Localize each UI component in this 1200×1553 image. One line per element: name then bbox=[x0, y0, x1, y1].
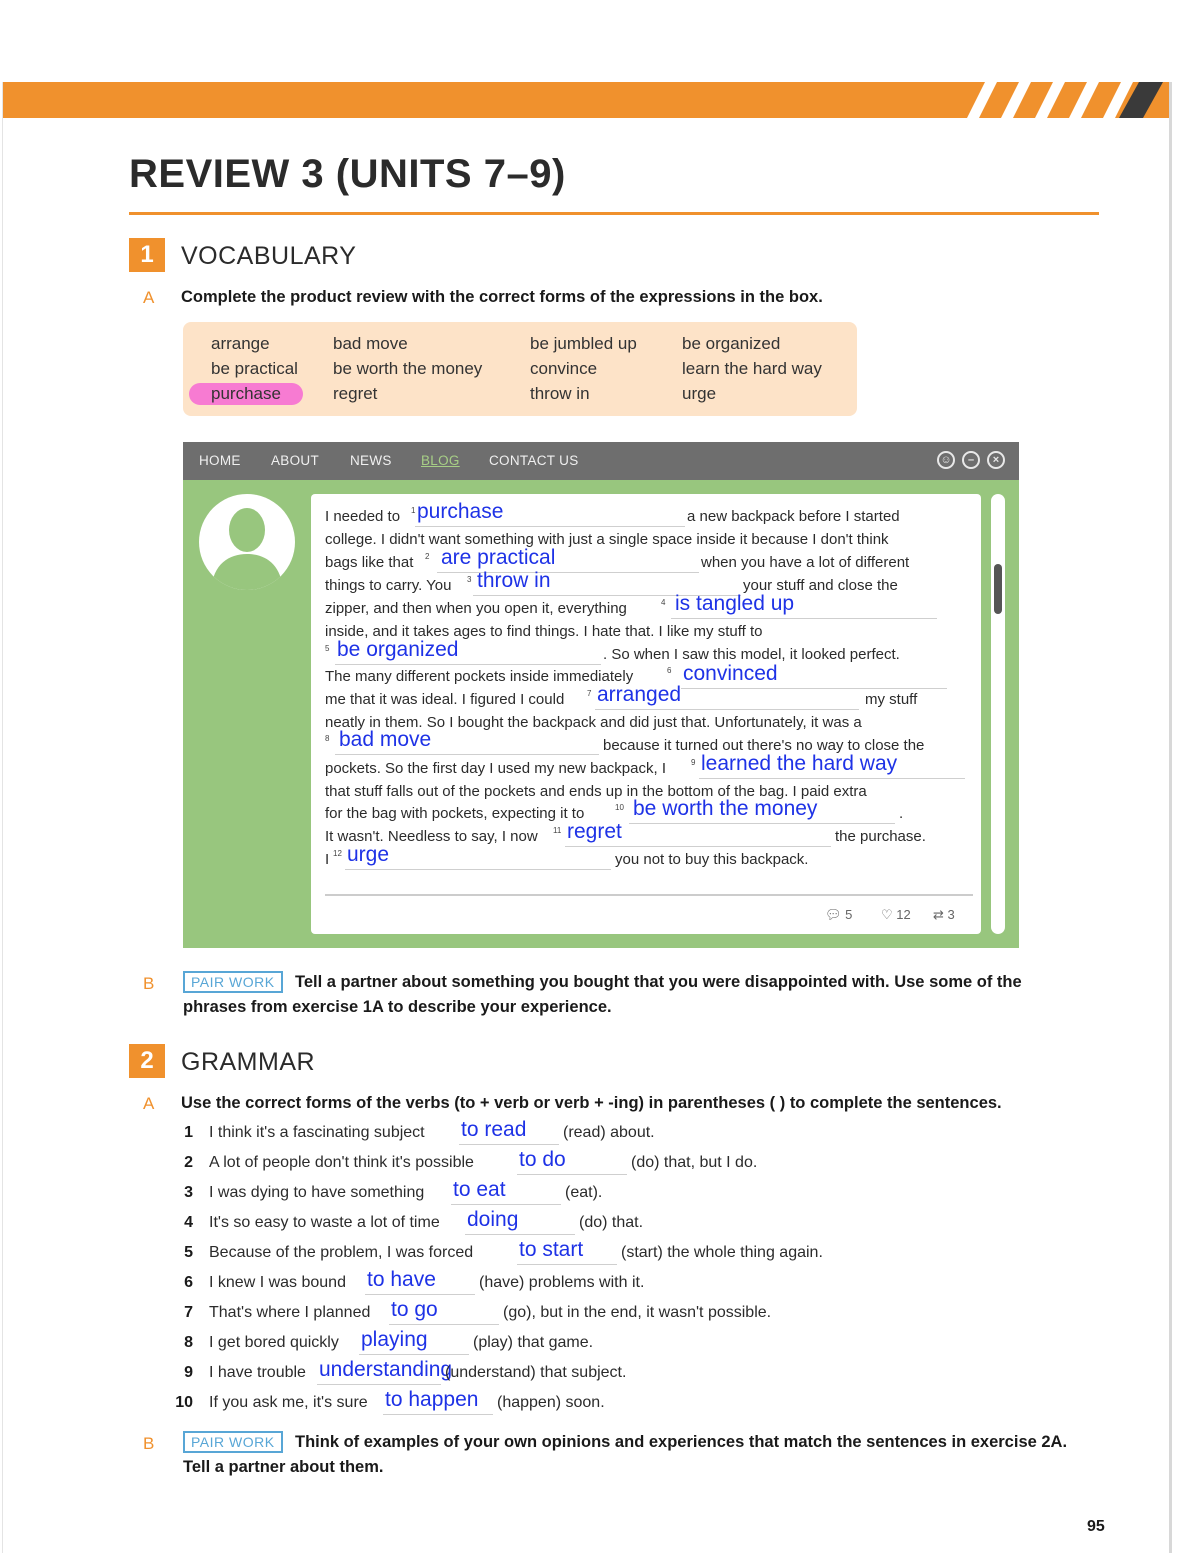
blog-mockup bbox=[183, 442, 1019, 948]
exercise-text-1b-line1: Tell a partner about something you bought that you were disappointed with. Use some of the bbox=[295, 973, 1022, 991]
word-box-item: convince bbox=[530, 359, 598, 378]
blog-scrollbar[interactable] bbox=[991, 494, 1005, 934]
sentence-text: (understand) that subject. bbox=[445, 1364, 627, 1381]
sentence-number: 7 bbox=[184, 1304, 193, 1321]
post-text: a new backpack before I started bbox=[687, 508, 900, 525]
sentence-number: 4 bbox=[184, 1214, 193, 1231]
superscript: 1 bbox=[411, 506, 416, 515]
post-text: the purchase. bbox=[835, 828, 926, 845]
post-text: I needed to bbox=[325, 508, 401, 525]
exercise-instruction-1a: Complete the product review with the correct forms of the expressions in the box. bbox=[181, 288, 823, 306]
post-text: zipper, and then when you open it, everything bbox=[325, 600, 627, 617]
superscript: 7 bbox=[587, 689, 592, 698]
sentence-answer[interactable]: to go bbox=[391, 1298, 438, 1321]
post-text: when you have a lot of different bbox=[701, 554, 910, 571]
answer-6[interactable]: convinced bbox=[683, 662, 778, 685]
page-title: REVIEW 3 (UNITS 7–9) bbox=[129, 152, 566, 196]
answer-1[interactable]: purchase bbox=[417, 500, 504, 523]
repost-icon: ⇄ bbox=[933, 907, 944, 922]
sentence-answer[interactable]: playing bbox=[361, 1328, 428, 1351]
sentence-text: I think it's a fascinating subject bbox=[209, 1124, 425, 1141]
textbook-page bbox=[2, 82, 1172, 1553]
sentence-number: 2 bbox=[184, 1154, 193, 1171]
post-text: . bbox=[899, 805, 904, 822]
answer-10[interactable]: be worth the money bbox=[633, 797, 818, 820]
word-box-item: be jumbled up bbox=[530, 334, 637, 353]
answer-5[interactable]: be organized bbox=[337, 638, 459, 661]
post-text: that stuff falls out of the pockets and ends up in the bottom of the bag. I paid extra bbox=[325, 783, 867, 800]
section-heading-vocabulary: VOCABULARY bbox=[181, 242, 357, 270]
sentence-number: 1 bbox=[184, 1124, 193, 1141]
word-box-item: regret bbox=[333, 384, 378, 403]
post-text: bags like that bbox=[325, 554, 414, 571]
sentence-text: It's so easy to waste a lot of time bbox=[209, 1214, 440, 1231]
header-bar bbox=[3, 82, 1169, 118]
sentence-text: (do) that, but I do. bbox=[631, 1154, 758, 1171]
sentence-answer[interactable]: to read bbox=[461, 1118, 527, 1141]
comment-count[interactable]: 💬︎ 5 bbox=[825, 907, 853, 922]
sentence-text: (happen) soon. bbox=[497, 1394, 605, 1411]
sentence-text: Because of the problem, I was forced bbox=[209, 1244, 474, 1261]
answer-9[interactable]: learned the hard way bbox=[701, 752, 898, 775]
exercise-letter-1a: A bbox=[143, 288, 155, 307]
answer-4[interactable]: is tangled up bbox=[675, 592, 795, 615]
word-box-item: urge bbox=[682, 384, 717, 403]
sentence-answer[interactable]: understanding bbox=[319, 1358, 453, 1381]
sentence-number: 10 bbox=[175, 1394, 193, 1411]
superscript: 12 bbox=[333, 849, 342, 858]
page-number: 95 bbox=[1087, 1518, 1105, 1535]
sentence-text: A lot of people don't think it's possible bbox=[209, 1154, 474, 1171]
sentence-number: 6 bbox=[184, 1274, 193, 1291]
post-text: things to carry. You bbox=[325, 577, 452, 594]
title-divider bbox=[129, 212, 1099, 215]
header-stripes bbox=[949, 82, 1169, 118]
answer-8[interactable]: bad move bbox=[339, 728, 432, 751]
answer-7[interactable]: arranged bbox=[597, 683, 682, 706]
sentence-number: 3 bbox=[184, 1184, 193, 1201]
section-heading-grammar: GRAMMAR bbox=[181, 1048, 316, 1076]
heart-icon: ♡ bbox=[881, 907, 893, 922]
answer-12[interactable]: urge bbox=[347, 843, 390, 866]
sentence-text: (have) problems with it. bbox=[479, 1274, 645, 1291]
post-text: your stuff and close the bbox=[743, 577, 898, 594]
superscript: 4 bbox=[661, 598, 666, 607]
exercise-letter-2b: B bbox=[143, 1434, 155, 1453]
comment-icon: 💬︎ bbox=[825, 907, 842, 922]
superscript: 8 bbox=[325, 734, 330, 743]
scrollbar-thumb[interactable] bbox=[994, 564, 1002, 614]
word-box-item: bad move bbox=[333, 334, 408, 353]
nav-home[interactable]: HOME bbox=[199, 453, 241, 468]
sentence-number: 9 bbox=[184, 1364, 193, 1381]
sentence-text: I get bored quickly bbox=[209, 1334, 339, 1351]
post-text: me that it was ideal. I figured I could bbox=[325, 691, 565, 708]
exercise-text-1b-line2: phrases from exercise 1A to describe your experience. bbox=[183, 998, 612, 1016]
sentence-text: I was dying to have something bbox=[209, 1184, 425, 1201]
superscript: 11 bbox=[553, 826, 562, 835]
word-box-item: throw in bbox=[530, 384, 590, 403]
word-box-item: learn the hard way bbox=[682, 359, 822, 378]
like-count[interactable]: ♡ 12 bbox=[881, 907, 911, 922]
sentence-text: That's where I planned bbox=[209, 1304, 371, 1321]
exercise-text-2b-line2: Tell a partner about them. bbox=[183, 1458, 384, 1476]
close-icon[interactable]: × bbox=[987, 451, 1005, 469]
pair-work-label: PAIR WORK bbox=[183, 1431, 283, 1453]
word-box-item: be organized bbox=[682, 334, 781, 353]
sentence-text: I have trouble bbox=[209, 1364, 306, 1381]
superscript: 10 bbox=[615, 803, 624, 812]
sentence-text: (play) that game. bbox=[473, 1334, 594, 1351]
post-text: for the bag with pockets, expecting it to bbox=[325, 805, 585, 822]
nav-blog[interactable]: BLOG bbox=[421, 453, 460, 468]
smiley-icon[interactable]: ☺ bbox=[937, 451, 955, 469]
minimize-icon[interactable]: – bbox=[962, 451, 980, 469]
superscript: 3 bbox=[467, 575, 472, 584]
post-text: you not to buy this backpack. bbox=[615, 851, 809, 868]
post-text: college. I didn't want something with just a single space inside it because I don't think bbox=[325, 531, 889, 548]
user-silhouette-icon bbox=[199, 494, 295, 590]
exercise-instruction-2a: Use the correct forms of the verbs (to + verb or verb + -ing) in parentheses ( ) to complete the sentences. bbox=[181, 1094, 1002, 1112]
post-divider bbox=[325, 894, 973, 896]
answer-2[interactable]: are practical bbox=[441, 546, 556, 569]
sentence-text: I knew I was bound bbox=[209, 1274, 346, 1291]
sentence-answer[interactable]: doing bbox=[467, 1208, 519, 1231]
sentence-number: 5 bbox=[184, 1244, 193, 1261]
post-text: The many different pockets inside immediately bbox=[325, 668, 634, 685]
sentence-text: (go), but in the end, it wasn't possible. bbox=[503, 1304, 772, 1321]
exercise-letter-1b: B bbox=[143, 974, 155, 993]
sentence-text: (eat). bbox=[565, 1184, 603, 1201]
word-box-item-highlighted: purchase bbox=[189, 383, 303, 405]
share-count[interactable]: ⇄ 3 bbox=[933, 907, 955, 922]
post-text: I bbox=[325, 851, 330, 868]
post-text: because it turned out there's no way to close the bbox=[603, 737, 925, 754]
word-box-item: be practical bbox=[211, 359, 298, 378]
superscript: 9 bbox=[691, 758, 696, 767]
pair-work-label: PAIR WORK bbox=[183, 971, 283, 993]
sentence-number: 8 bbox=[184, 1334, 193, 1351]
sentence-text: (start) the whole thing again. bbox=[621, 1244, 823, 1261]
word-box-item: be worth the money bbox=[333, 359, 483, 378]
post-text: neatly in them. So I bought the backpack and did just that. Unfortunately, it was a bbox=[325, 714, 862, 731]
exercise-text-2b-line1: Think of examples of your own opinions and experiences that match the sentences in exercise 2A. bbox=[295, 1433, 1068, 1451]
nav-about[interactable]: ABOUT bbox=[271, 453, 320, 468]
sentence-text: If you ask me, it's sure bbox=[209, 1394, 368, 1411]
sentence-answer[interactable]: to start bbox=[519, 1238, 584, 1261]
post-text: inside, and it takes ages to find things. I hate that. I like my stuff to bbox=[325, 623, 763, 640]
superscript: 2 bbox=[425, 552, 430, 561]
section-number-vocabulary: 1 bbox=[129, 238, 165, 272]
sentence-answer[interactable]: to have bbox=[367, 1268, 436, 1291]
post-text: It wasn't. Needless to say, I now bbox=[325, 828, 538, 845]
nav-news[interactable]: NEWS bbox=[350, 453, 392, 468]
sentence-answer[interactable]: to eat bbox=[453, 1178, 506, 1201]
sentence-answer[interactable]: to do bbox=[519, 1148, 566, 1171]
post-text: pockets. So the first day I used my new backpack, I bbox=[325, 760, 666, 777]
word-box bbox=[183, 322, 857, 416]
section-number-grammar: 2 bbox=[129, 1044, 165, 1078]
nav-contact[interactable]: CONTACT US bbox=[489, 453, 579, 468]
answer-11[interactable]: regret bbox=[567, 820, 622, 843]
sentence-text: (do) that. bbox=[579, 1214, 644, 1231]
post-text: my stuff bbox=[865, 691, 918, 708]
superscript: 6 bbox=[667, 666, 672, 675]
post-text: . So when I saw this model, it looked perfect. bbox=[603, 646, 900, 663]
answer-3[interactable]: throw in bbox=[477, 569, 551, 592]
sentence-text: (read) about. bbox=[563, 1124, 655, 1141]
blog-post bbox=[311, 494, 981, 934]
exercise-letter-2a: A bbox=[143, 1094, 155, 1113]
sentence-answer[interactable]: to happen bbox=[385, 1388, 479, 1411]
blog-navbar bbox=[183, 442, 1019, 480]
superscript: 5 bbox=[325, 644, 330, 653]
word-box-item: arrange bbox=[211, 334, 270, 353]
avatar bbox=[199, 494, 295, 590]
